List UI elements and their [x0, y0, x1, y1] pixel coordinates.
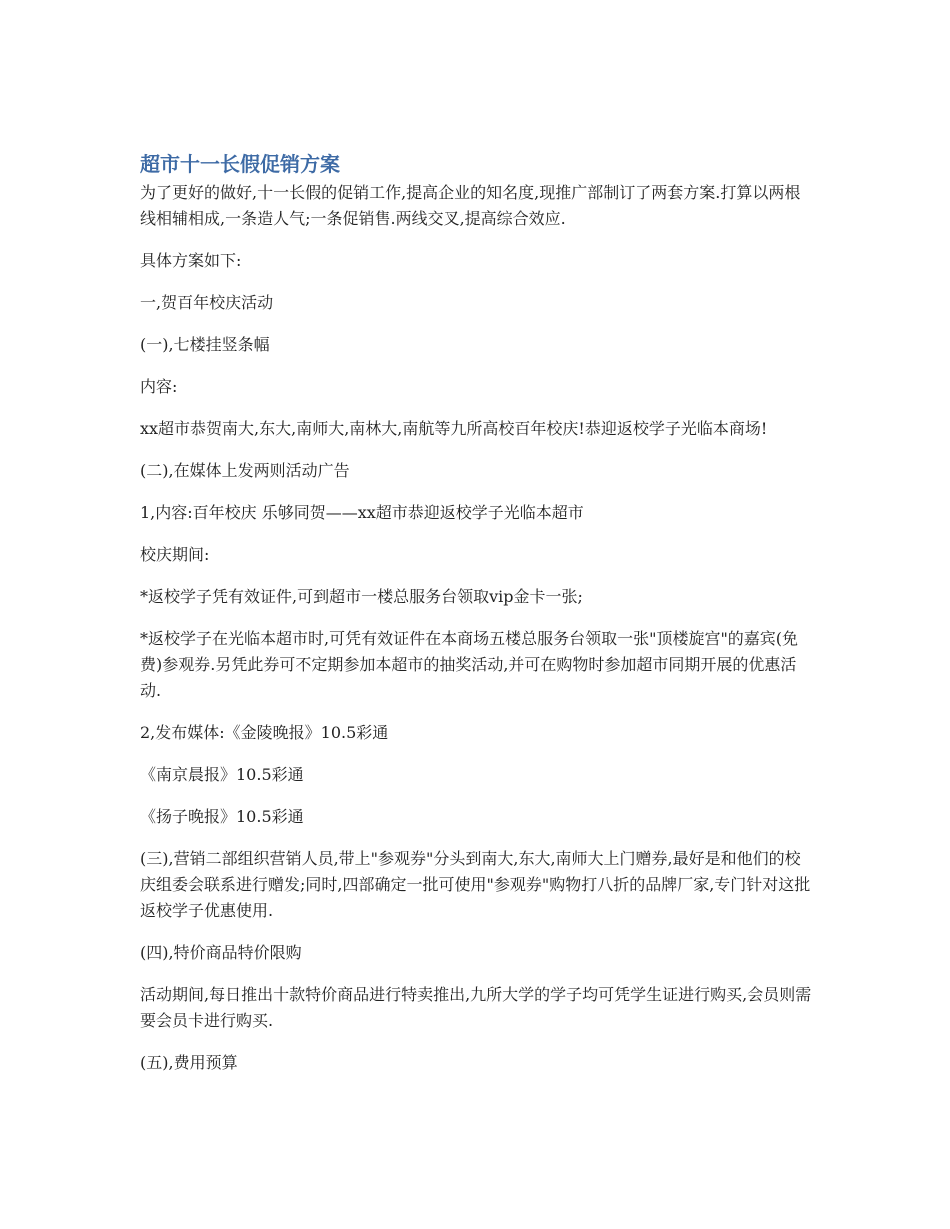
paragraph-subsection-2: (二),在媒体上发两则活动广告 — [140, 461, 350, 480]
paragraph-section-1: 一,贺百年校庆活动 — [140, 293, 274, 312]
paragraph-vip-card: *返校学子凭有效证件,可到超市一楼总服务台领取vip金卡一张; — [140, 587, 583, 606]
paragraph-banner-text: xx超市恭贺南大,东大,南师大,南林大,南航等九所高校百年校庆!恭迎返校学子光临本商场! — [140, 419, 768, 438]
paragraph-media-2: 《南京晨报》10.5彩通 — [140, 765, 304, 784]
paragraph-ad-content: 1,内容:百年校庆 乐够同贺——xx超市恭迎返校学子光临本超市 — [140, 503, 584, 522]
document-title: 超市十一长假促销方案 — [140, 152, 340, 176]
paragraph-special-offer: 活动期间,每日推出十款特价商品进行特卖推出,九所大学的学子均可凭学生证进行购买,会员则需要会员卡进行购买. — [140, 985, 812, 1030]
paragraph-content-label: 内容: — [140, 377, 178, 396]
document-body — [140, 150, 812, 1092]
paragraph-media-1: 2,发布媒体:《金陵晚报》10.5彩通 — [140, 723, 389, 742]
paragraph-visit-ticket: *返校学子在光临本超市时,可凭有效证件在本商场五楼总服务台领取一张"顶楼旋宫"的嘉宾(免费)参观券.另凭此券可不定期参加本超市的抽奖活动,并可在购物时参加超市同期开展的优惠活动. — [140, 629, 799, 700]
paragraph-media-3: 《扬子晚报》10.5彩通 — [140, 807, 304, 826]
paragraph-subsection-5: (五),费用预算 — [140, 1053, 238, 1072]
paragraph-subsection-4: (四),特价商品特价限购 — [140, 943, 302, 962]
paragraph-intro: 为了更好的做好,十一长假的促销工作,提高企业的知名度,现推广部制订了两套方案.打算以两根线相辅相成,一条造人气;一条促销售.两线交叉,提高综合效应. — [140, 183, 801, 228]
paragraph-plan-heading: 具体方案如下: — [140, 251, 242, 270]
paragraph-subsection-1: (一),七楼挂竖条幅 — [140, 335, 270, 354]
paragraph-anniversary-period: 校庆期间: — [140, 545, 210, 564]
paragraph-subsection-3: (三),营销二部组织营销人员,带上"参观券"分头到南大,东大,南师大上门赠券,最好是和他们的校庆组委会联系进行赠发;同时,四部确定一批可使用"参观券"购物打八折的品牌厂家,专门针对这批返校学子优惠使用. — [140, 849, 811, 920]
